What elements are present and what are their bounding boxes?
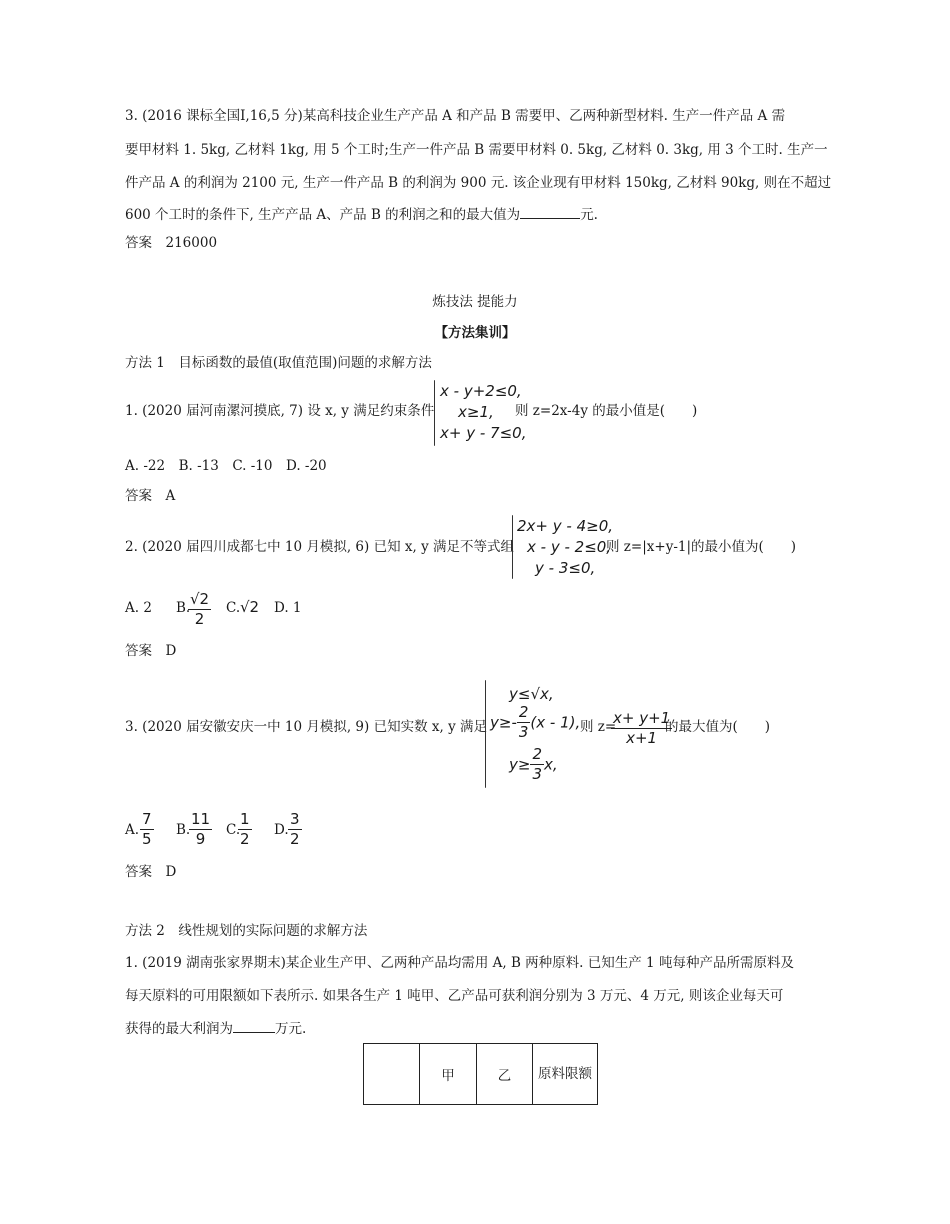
m2-line3 xyxy=(125,1018,306,1039)
q1-brace xyxy=(434,380,435,446)
q1-suffix: 则 z=2x-4y 的最小值是( ) xyxy=(515,403,698,419)
q3-option-b-fraction xyxy=(189,810,212,849)
q3-c1-lhs: y≤ xyxy=(509,685,531,703)
q3-option-d-num: 3 xyxy=(290,810,300,828)
q2-option-c-value: √2 xyxy=(240,598,260,616)
table-header-row xyxy=(364,1044,598,1105)
q3-option-c-den: 2 xyxy=(240,830,250,848)
q3-brace xyxy=(485,680,486,788)
q3-option-d-label: D. xyxy=(274,822,289,838)
method2-heading: 方法 2 线性规划的实际问题的求解方法 xyxy=(125,923,368,939)
q3-option-c-label: C. xyxy=(226,822,241,838)
q3-objective-fraction xyxy=(611,709,672,748)
p3-line3: 件产品 A 的利润为 2100 元, 生产一件产品 B 的利润为 900 元. 该企业现有甲材料 150kg, 乙材料 90kg, 则在不超过 xyxy=(125,175,832,191)
q3-c3-den: 3 xyxy=(532,765,542,783)
q2-option-b-label: B. xyxy=(176,600,191,616)
section-title: 炼技法 提能力 xyxy=(432,294,518,310)
q2-constraint-2: x - y - 2≤0, xyxy=(527,538,612,556)
q2-option-b-denominator: 2 xyxy=(194,610,205,628)
q3-objective-denominator: x+1 xyxy=(626,729,658,747)
m2-line1: 1. (2019 湖南张家界期末)某企业生产甲、乙两种产品均需用 A, B 两种原料. 已知生产 1 吨每种产品所需原料及 xyxy=(125,955,794,971)
p3-line2: 要甲材料 1. 5kg, 乙材料 1kg, 用 5 个工时;生产一件产品 B 需要甲材料 0. 5kg, 乙材料 0. 3kg, 用 3 个工时. 生产一 xyxy=(125,142,828,158)
section-subtitle: 【方法集训】 xyxy=(434,325,516,341)
q3-option-c-num: 1 xyxy=(240,810,250,828)
q3-option-a-fraction xyxy=(140,810,154,849)
q3-c3-tail: x, xyxy=(544,755,558,774)
method1-heading: 方法 1 目标函数的最值(取值范围)问题的求解方法 xyxy=(125,355,432,371)
p3-answer: 答案 216000 xyxy=(125,235,218,251)
q2-option-d: D. 1 xyxy=(274,600,302,616)
q2-option-c-label: C. xyxy=(226,600,241,616)
p3-line4-text: 600 个工时的条件下, 生产产品 A、产品 B 的利润之和的最大值为 xyxy=(125,207,521,223)
m2-line3-text: 获得的最大利润为 xyxy=(125,1021,233,1037)
m2-line3-unit: 万元. xyxy=(275,1021,307,1037)
table-header-yi: 乙 xyxy=(477,1044,533,1105)
q3-mid: 则 z= xyxy=(580,719,617,735)
p3-line4-unit: 元. xyxy=(580,207,598,223)
q2-constraint-1: 2x+ y - 4≥0, xyxy=(517,517,614,535)
q3-suffix: 的最大值为( ) xyxy=(665,719,771,735)
q3-answer: 答案 D xyxy=(125,864,177,880)
q3-option-c-fraction xyxy=(238,810,252,849)
materials-table xyxy=(363,1043,598,1105)
q1-options: A. -22 B. -13 C. -10 D. -20 xyxy=(125,458,327,474)
q1-constraint-2: x≥1, xyxy=(458,403,494,421)
q2-prefix: 2. (2020 届四川成都七中 10 月模拟, 6) 已知 x, y 满足不等式组 xyxy=(125,539,514,555)
q2-option-b-numerator: √2 xyxy=(190,590,210,608)
q2-option-a: A. 2 xyxy=(125,600,152,616)
q2-brace xyxy=(512,515,513,579)
answer-blank xyxy=(520,204,580,219)
p3-line4 xyxy=(125,204,598,225)
q2-suffix: 则 z=|x+y-1|的最小值为( ) xyxy=(606,539,797,555)
q3-c1-radical: √x xyxy=(530,685,549,703)
q3-objective-numerator: x+ y+1 xyxy=(613,709,671,727)
q1-prefix: 1. (2020 届河南漯河摸底, 7) 设 x, y 满足约束条件 xyxy=(125,403,435,419)
q3-option-b-label: B. xyxy=(176,822,191,838)
q3-c3-num: 2 xyxy=(532,745,542,763)
q3-constraint-1 xyxy=(509,684,554,704)
q3-prefix: 3. (2020 届安徽安庆一中 10 月模拟, 9) 已知实数 x, y 满足 xyxy=(125,719,487,735)
q3-option-d-fraction xyxy=(288,810,302,849)
q3-c1-tail: , xyxy=(548,685,554,703)
q3-c2-den: 3 xyxy=(518,723,529,741)
q3-option-b-den: 9 xyxy=(195,830,206,848)
p3-line1: 3. (2016 课标全国Ⅰ,16,5 分)某高科技企业生产产品 A 和产品 B 需要甲、乙两种新型材料. 生产一件产品 A 需 xyxy=(125,108,786,124)
q3-c2-tail: (x - 1), xyxy=(530,713,581,732)
table-header-jia: 甲 xyxy=(420,1044,477,1105)
q3-c2-fraction xyxy=(517,703,531,742)
q3-constraint-3 xyxy=(509,745,558,784)
q1-answer: 答案 A xyxy=(125,488,176,504)
q3-option-a-num: 7 xyxy=(142,810,152,828)
q2-option-b-fraction xyxy=(188,590,211,629)
q3-option-a-label: A. xyxy=(125,822,140,838)
q3-constraint-2 xyxy=(490,703,580,742)
table-header-blank xyxy=(364,1044,420,1105)
q1-constraint-1: x - y+2≤0, xyxy=(440,382,522,400)
table-header-limit: 原料限额 xyxy=(533,1044,598,1105)
q2-answer: 答案 D xyxy=(125,643,177,659)
m2-line2: 每天原料的可用限额如下表所示. 如果各生产 1 吨甲、乙产品可获利润分别为 3 万元、4 万元, 则该企业每天可 xyxy=(125,988,784,1004)
q3-option-a-den: 5 xyxy=(142,830,152,848)
q3-c2-lhs: y≥- xyxy=(490,713,517,732)
profit-blank xyxy=(233,1018,275,1033)
q1-constraint-3: x+ y - 7≤0, xyxy=(440,424,527,442)
q3-option-b-num: 11 xyxy=(191,810,211,828)
q3-c3-fraction xyxy=(530,745,544,784)
q2-constraint-3: y - 3≤0, xyxy=(535,559,596,577)
q3-c3-lhs: y≥ xyxy=(509,755,531,774)
q3-c2-num: 2 xyxy=(518,703,529,721)
q3-option-d-den: 2 xyxy=(290,830,300,848)
